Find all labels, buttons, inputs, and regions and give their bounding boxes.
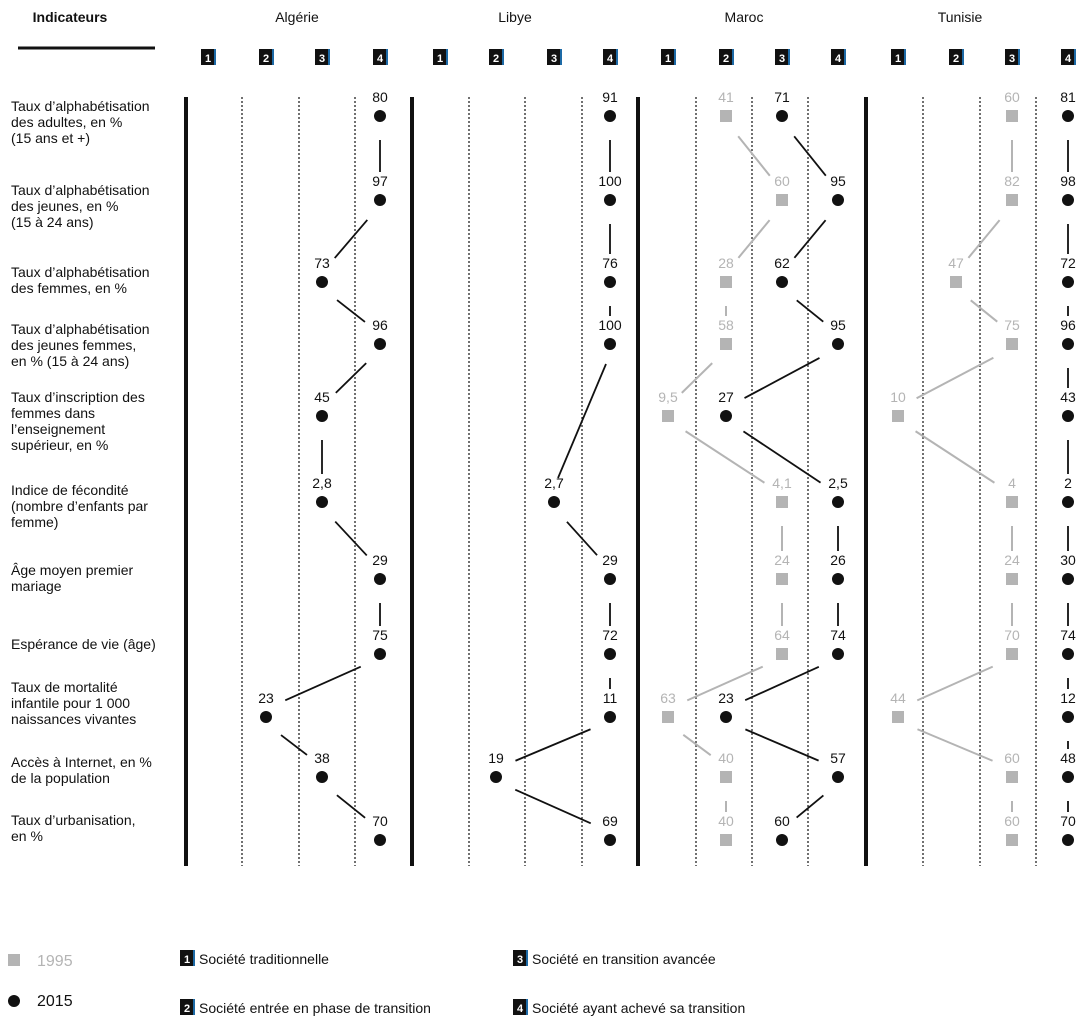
point-2015-algérie-6-value: 29 xyxy=(372,552,388,568)
country-label-3: Tunisie xyxy=(937,9,983,25)
indicator-label-8: Taux de mortalité infantile pour 1 000 naissances vivantes xyxy=(11,679,137,727)
point-2015-tunisie-1-marker xyxy=(1062,194,1074,206)
indicator-label-5: Indice de fécondité (nombre d’enfants par femme) xyxy=(11,482,148,530)
connector-2015-2-1 xyxy=(794,220,825,258)
point-2015-maroc-2-value: 62 xyxy=(774,255,790,271)
point-2015-algérie-3-marker xyxy=(374,338,386,350)
stage-badge-3-2: 3 xyxy=(1008,53,1016,65)
point-2015-tunisie-0-value: 81 xyxy=(1060,89,1076,105)
point-1995-maroc-5-marker xyxy=(776,496,788,508)
point-1995-maroc-9-value: 40 xyxy=(718,750,734,766)
connector-2015-1-9 xyxy=(515,790,590,824)
connector-1995-3-2 xyxy=(971,300,998,321)
point-1995-tunisie-8-marker xyxy=(892,711,904,723)
point-1995-tunisie-1-value: 82 xyxy=(1004,173,1020,189)
connector-1995-2-8 xyxy=(683,735,710,755)
point-2015-tunisie-3-marker xyxy=(1062,338,1074,350)
point-1995-tunisie-0-marker xyxy=(1006,110,1018,122)
legend-stage-label-3: Société ayant achevé sa transition xyxy=(532,1000,746,1016)
point-2015-maroc-7-value: 74 xyxy=(830,627,846,643)
point-2015-algérie-5-marker xyxy=(316,496,328,508)
point-2015-maroc-10-value: 60 xyxy=(774,813,790,829)
legend-1995-label: 1995 xyxy=(37,953,73,970)
point-2015-algérie-6-marker xyxy=(374,573,386,585)
point-2015-algérie-0-marker xyxy=(374,110,386,122)
point-1995-maroc-4-value: 9,5 xyxy=(658,389,678,405)
point-2015-algérie-9-value: 38 xyxy=(314,750,330,766)
point-1995-tunisie-4-value: 10 xyxy=(890,389,906,405)
country-label-0: Algérie xyxy=(275,9,319,25)
point-2015-libye-2-marker xyxy=(604,276,616,288)
point-2015-tunisie-0-marker xyxy=(1062,110,1074,122)
point-1995-maroc-5-value: 4,1 xyxy=(772,475,792,491)
point-1995-maroc-6-marker xyxy=(776,573,788,585)
point-1995-maroc-2-value: 28 xyxy=(718,255,734,271)
point-2015-libye-1-value: 100 xyxy=(598,173,622,189)
point-1995-tunisie-9-marker xyxy=(1006,771,1018,783)
connector-1995-2-0 xyxy=(738,136,770,175)
stage-badge-1-3: 4 xyxy=(606,53,614,65)
point-2015-tunisie-2-marker xyxy=(1062,276,1074,288)
legend-stage-badge-1: 2 xyxy=(183,1003,191,1015)
point-2015-libye-1-marker xyxy=(604,194,616,206)
point-2015-algérie-4-marker xyxy=(316,410,328,422)
point-1995-tunisie-9-value: 60 xyxy=(1004,750,1020,766)
legend-stage-badge-0: 1 xyxy=(183,954,191,966)
point-1995-maroc-3-marker xyxy=(720,338,732,350)
point-2015-libye-3-marker xyxy=(604,338,616,350)
legend-stage-label-2: Société en transition avancée xyxy=(532,951,716,967)
point-1995-tunisie-2-value: 47 xyxy=(948,255,964,271)
point-2015-libye-7-marker xyxy=(604,648,616,660)
indicator-label-0: Taux d’alphabétisation des adultes, en % (15 ans et +) xyxy=(11,98,150,146)
point-2015-algérie-9-marker xyxy=(316,771,328,783)
point-1995-tunisie-10-marker xyxy=(1006,834,1018,846)
point-2015-algérie-2-value: 73 xyxy=(314,255,330,271)
legend-stage-badge-3: 4 xyxy=(516,1003,524,1015)
point-2015-maroc-1-marker xyxy=(832,194,844,206)
point-1995-maroc-0-marker xyxy=(720,110,732,122)
legend-stage-badge-2: 3 xyxy=(516,954,524,966)
point-2015-tunisie-9-marker xyxy=(1062,771,1074,783)
indicator-label-1: Taux d’alphabétisation des jeunes, en % (15 à 24 ans) xyxy=(11,182,150,230)
point-2015-maroc-9-value: 57 xyxy=(830,750,846,766)
point-1995-tunisie-8-value: 44 xyxy=(890,690,906,706)
point-1995-maroc-8-value: 63 xyxy=(660,690,676,706)
connector-1995-3-4 xyxy=(916,431,995,483)
legend-2015-label: 2015 xyxy=(37,993,73,1010)
country-label-1: Libye xyxy=(498,9,532,25)
point-2015-maroc-0-value: 71 xyxy=(774,89,790,105)
point-2015-libye-6-value: 29 xyxy=(602,552,618,568)
point-2015-algérie-7-marker xyxy=(374,648,386,660)
point-2015-tunisie-2-value: 72 xyxy=(1060,255,1076,271)
point-2015-maroc-8-value: 23 xyxy=(718,690,734,706)
point-2015-maroc-3-marker xyxy=(832,338,844,350)
point-1995-tunisie-10-value: 60 xyxy=(1004,813,1020,829)
point-2015-algérie-3-value: 96 xyxy=(372,317,388,333)
point-2015-algérie-10-value: 70 xyxy=(372,813,388,829)
point-2015-maroc-0-marker xyxy=(776,110,788,122)
indicator-label-4: Taux d’inscription des femmes dans l’enseignement supérieur, en % xyxy=(11,389,145,453)
stage-badge-1-0: 1 xyxy=(436,53,444,65)
connector-1995-3-8 xyxy=(917,729,992,761)
point-1995-maroc-1-marker xyxy=(776,194,788,206)
point-1995-tunisie-4-marker xyxy=(892,410,904,422)
point-2015-algérie-7-value: 75 xyxy=(372,627,388,643)
connector-2015-2-0 xyxy=(794,136,826,175)
point-1995-maroc-7-value: 64 xyxy=(774,627,790,643)
point-2015-tunisie-4-marker xyxy=(1062,410,1074,422)
indicator-label-2: Taux d’alphabétisation des femmes, en % xyxy=(11,264,150,296)
stage-badge-2-0: 1 xyxy=(664,53,672,65)
stage-badge-1-2: 3 xyxy=(550,53,558,65)
indicator-label-10: Taux d’urbanisation, en % xyxy=(11,812,136,844)
point-1995-maroc-7-marker xyxy=(776,648,788,660)
legend-2015-marker xyxy=(8,995,20,1007)
point-2015-tunisie-6-marker xyxy=(1062,573,1074,585)
point-2015-tunisie-10-value: 70 xyxy=(1060,813,1076,829)
connector-2015-0-2 xyxy=(337,300,365,322)
point-1995-maroc-10-marker xyxy=(720,834,732,846)
point-2015-algérie-0-value: 80 xyxy=(372,89,388,105)
point-2015-maroc-4-value: 27 xyxy=(718,389,734,405)
point-1995-maroc-4-marker xyxy=(662,410,674,422)
point-2015-maroc-10-marker xyxy=(776,834,788,846)
point-2015-maroc-3-value: 95 xyxy=(830,317,846,333)
point-2015-tunisie-5-marker xyxy=(1062,496,1074,508)
stage-badge-0-3: 4 xyxy=(376,53,384,65)
point-1995-tunisie-6-value: 24 xyxy=(1004,552,1020,568)
point-1995-maroc-9-marker xyxy=(720,771,732,783)
point-1995-tunisie-3-value: 75 xyxy=(1004,317,1020,333)
point-1995-tunisie-7-marker xyxy=(1006,648,1018,660)
point-2015-maroc-6-marker xyxy=(832,573,844,585)
stage-badge-2-2: 3 xyxy=(778,53,786,65)
point-2015-algérie-1-value: 97 xyxy=(372,173,388,189)
connector-1995-2-1 xyxy=(738,220,769,258)
point-2015-maroc-9-marker xyxy=(832,771,844,783)
stage-badge-2-1: 2 xyxy=(722,53,730,65)
point-2015-tunisie-9-value: 48 xyxy=(1060,750,1076,766)
connector-2015-0-8 xyxy=(281,735,307,755)
point-2015-tunisie-10-marker xyxy=(1062,834,1074,846)
point-1995-maroc-1-value: 60 xyxy=(774,173,790,189)
point-2015-libye-10-value: 69 xyxy=(602,813,618,829)
point-1995-maroc-0-value: 41 xyxy=(718,89,734,105)
point-1995-maroc-3-value: 58 xyxy=(718,317,734,333)
indicator-label-3: Taux d’alphabétisation des jeunes femmes, en % (15 à 24 ans) xyxy=(11,321,150,369)
stage-badge-0-2: 3 xyxy=(318,53,326,65)
point-1995-tunisie-3-marker xyxy=(1006,338,1018,350)
connector-1995-3-3 xyxy=(917,358,994,399)
point-2015-algérie-1-marker xyxy=(374,194,386,206)
connector-2015-0-1 xyxy=(335,220,368,258)
stage-badge-2-3: 4 xyxy=(834,53,842,65)
point-2015-libye-6-marker xyxy=(604,573,616,585)
point-1995-maroc-2-marker xyxy=(720,276,732,288)
connector-2015-0-9 xyxy=(337,795,365,818)
point-2015-algérie-10-marker xyxy=(374,834,386,846)
point-2015-libye-0-value: 91 xyxy=(602,89,618,105)
point-2015-libye-9-value: 19 xyxy=(488,750,504,766)
point-2015-libye-10-marker xyxy=(604,834,616,846)
point-2015-tunisie-7-marker xyxy=(1062,648,1074,660)
point-1995-tunisie-0-value: 60 xyxy=(1004,89,1020,105)
connector-1995-3-7 xyxy=(917,667,992,701)
point-2015-libye-3-value: 100 xyxy=(598,317,622,333)
point-1995-maroc-6-value: 24 xyxy=(774,552,790,568)
connector-1995-3-1 xyxy=(968,220,999,258)
point-2015-libye-2-value: 76 xyxy=(602,255,618,271)
point-1995-maroc-8-marker xyxy=(662,711,674,723)
connector-2015-0-3 xyxy=(336,363,366,393)
stage-badge-3-1: 2 xyxy=(952,53,960,65)
point-2015-maroc-6-value: 26 xyxy=(830,552,846,568)
point-2015-algérie-4-value: 45 xyxy=(314,389,330,405)
point-2015-tunisie-8-marker xyxy=(1062,711,1074,723)
indicator-label-9: Accès à Internet, en % de la population xyxy=(11,754,152,786)
connector-1995-2-3 xyxy=(682,363,712,393)
header-indicateurs: Indicateurs xyxy=(32,9,108,25)
connector-2015-2-9 xyxy=(797,795,824,817)
point-2015-libye-8-marker xyxy=(604,711,616,723)
point-2015-maroc-7-marker xyxy=(832,648,844,660)
country-label-2: Maroc xyxy=(724,9,764,25)
point-2015-libye-0-marker xyxy=(604,110,616,122)
point-2015-algérie-8-value: 23 xyxy=(258,690,274,706)
connector-1995-2-4 xyxy=(686,431,765,483)
point-2015-maroc-5-value: 2,5 xyxy=(828,475,848,491)
point-1995-tunisie-7-value: 70 xyxy=(1004,627,1020,643)
point-2015-algérie-8-marker xyxy=(260,711,272,723)
connector-2015-1-8 xyxy=(515,729,590,761)
connector-2015-0-5 xyxy=(335,522,367,556)
point-1995-tunisie-2-marker xyxy=(950,276,962,288)
point-2015-maroc-5-marker xyxy=(832,496,844,508)
point-2015-libye-7-value: 72 xyxy=(602,627,618,643)
connector-2015-2-2 xyxy=(797,300,824,321)
point-2015-libye-8-value: 11 xyxy=(602,690,618,706)
stage-badge-1-1: 2 xyxy=(492,53,500,65)
point-2015-tunisie-1-value: 98 xyxy=(1060,173,1076,189)
point-1995-maroc-10-value: 40 xyxy=(718,813,734,829)
legend-stage-label-0: Société traditionnelle xyxy=(199,951,329,967)
point-1995-tunisie-5-marker xyxy=(1006,496,1018,508)
point-1995-tunisie-5-value: 4 xyxy=(1008,475,1016,491)
point-2015-algérie-5-value: 2,8 xyxy=(312,475,332,491)
point-1995-tunisie-6-marker xyxy=(1006,573,1018,585)
point-2015-tunisie-3-value: 96 xyxy=(1060,317,1076,333)
point-2015-libye-5-value: 2,7 xyxy=(544,475,564,491)
point-2015-tunisie-5-value: 2 xyxy=(1064,475,1072,491)
connector-2015-0-7 xyxy=(285,667,360,701)
point-2015-maroc-8-marker xyxy=(720,711,732,723)
point-2015-tunisie-4-value: 43 xyxy=(1060,389,1076,405)
point-2015-algérie-2-marker xyxy=(316,276,328,288)
indicator-label-6: Âge moyen premier mariage xyxy=(11,562,134,594)
point-2015-maroc-4-marker xyxy=(720,410,732,422)
point-2015-tunisie-8-value: 12 xyxy=(1060,690,1076,706)
point-2015-maroc-1-value: 95 xyxy=(830,173,846,189)
stage-badge-0-1: 2 xyxy=(262,53,270,65)
point-2015-tunisie-6-value: 30 xyxy=(1060,552,1076,568)
point-2015-libye-9-marker xyxy=(490,771,502,783)
point-2015-libye-5-marker xyxy=(548,496,560,508)
point-1995-tunisie-1-marker xyxy=(1006,194,1018,206)
stage-badge-0-0: 1 xyxy=(204,53,212,65)
point-2015-maroc-2-marker xyxy=(776,276,788,288)
connector-2015-2-7 xyxy=(745,667,819,700)
legend-stage-label-1: Société entrée en phase de transition xyxy=(199,1000,431,1016)
stage-badge-3-3: 4 xyxy=(1064,53,1072,65)
indicator-label-7: Espérance de vie (âge) xyxy=(11,636,156,652)
stage-badge-3-0: 1 xyxy=(894,53,902,65)
legend-1995-marker xyxy=(8,954,20,966)
point-2015-tunisie-7-value: 74 xyxy=(1060,627,1076,643)
